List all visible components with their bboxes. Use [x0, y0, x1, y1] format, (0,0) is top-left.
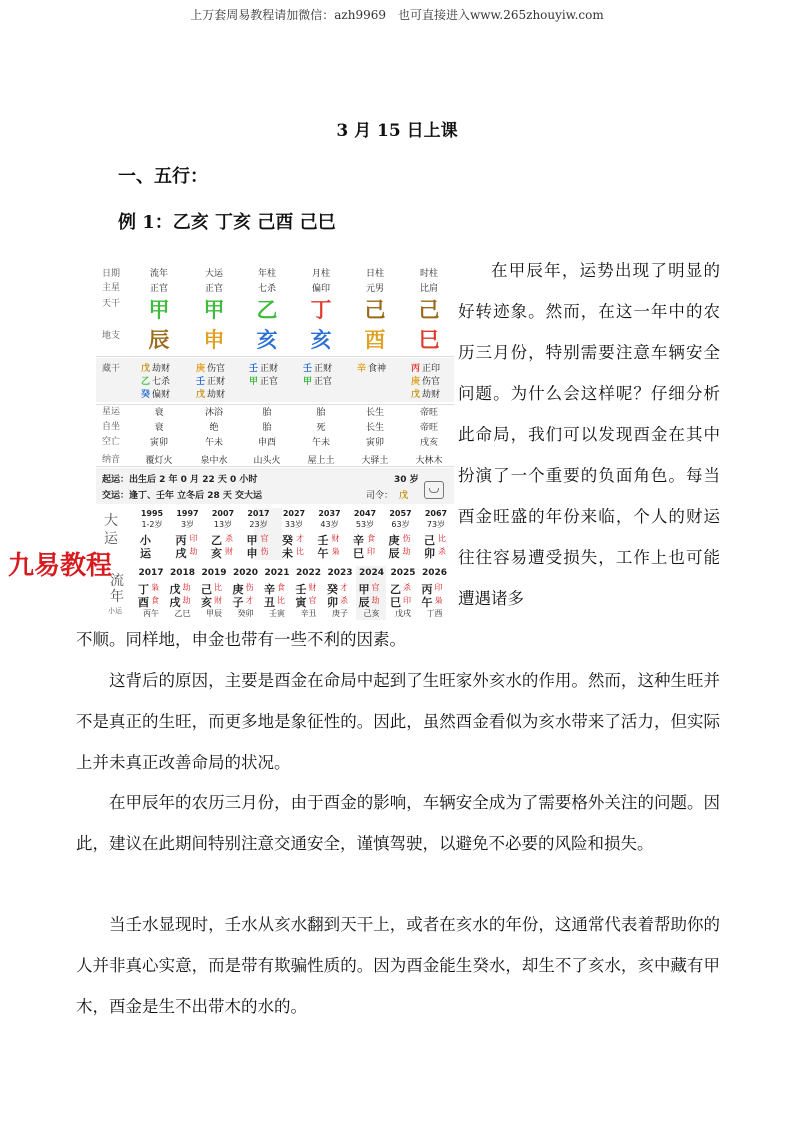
hidden-stem: 甲: [303, 377, 313, 387]
xiaoyun: 己亥: [363, 609, 380, 618]
row-label: 自坐: [102, 422, 121, 432]
heavenly-stem: 乙: [256, 298, 278, 322]
liunian-branch: 亥: [201, 596, 212, 609]
hidden-stem: 庚: [196, 364, 206, 374]
void-branches: 申酉: [257, 438, 276, 448]
liunian-stem: 庚: [232, 583, 244, 596]
liunian-stem: 甲: [358, 583, 370, 596]
xiaoyun: 庚子: [332, 609, 348, 618]
dayun-year: 2017: [247, 509, 270, 518]
liunian-god: 比: [214, 583, 222, 592]
dayun-age: 73岁: [426, 520, 446, 529]
qiyun-text: 起运：出生后 2 年 0 月 22 天 0 小时: [102, 475, 258, 485]
dayun-branch: 戌: [175, 547, 187, 560]
row-label: 日期: [102, 269, 121, 279]
dayun-god: 比: [296, 547, 304, 556]
star-fortune: 胎: [262, 408, 272, 418]
row-label: 地支: [102, 331, 121, 341]
dayun-year: 1995: [140, 509, 164, 518]
hidden-stem-god: 正财: [260, 364, 279, 374]
dayun-year: 2057: [389, 509, 412, 518]
liunian-god: 官: [308, 596, 317, 605]
example-heading: 例 1：乙亥 丁亥 己酉 己巳: [118, 212, 336, 233]
watermark: 九易教程: [8, 551, 113, 581]
hidden-stem-god: 偏财: [152, 390, 171, 400]
earthly-branch: 亥: [310, 328, 332, 352]
self-seat: 胎: [262, 423, 272, 433]
xiaoyun: 甲辰: [206, 609, 222, 618]
dayun-year: 2007: [211, 509, 235, 518]
main-star: 正官: [149, 284, 168, 294]
liunian-stem: 丁: [138, 583, 149, 596]
liunian-stem: 己: [201, 583, 212, 596]
liunian-year: 2024: [358, 568, 385, 578]
hidden-stem-god: 伤官: [422, 377, 441, 387]
liunian-year: 2018: [169, 568, 196, 578]
dayun-age: 1-2岁: [141, 520, 163, 529]
dayun-stem: 乙: [211, 534, 222, 547]
paragraph-3: 在甲辰年的农历三月份，由于酉金的影响，车辆安全成为了需要格外关注的问题。因此，建议在此期间特别注意交通安全，谨慎驾驶，以避免不必要的风险和损失。: [76, 793, 720, 853]
xiaoyun: 戊戌: [395, 609, 411, 618]
hidden-stem: 戊: [411, 390, 421, 400]
xiaoyun-label: 小运: [108, 607, 122, 615]
dayun-year: 1997: [176, 509, 199, 518]
liunian-god: 枭: [434, 596, 443, 605]
dayun-god: 杀: [225, 534, 233, 543]
xiaoyun: 辛丑: [300, 609, 317, 618]
dayun-stem: 甲: [246, 534, 258, 547]
star-fortune: 胎: [316, 408, 326, 418]
liunian-god: 印: [434, 583, 443, 592]
bazi-chart: [96, 258, 454, 620]
dayun-branch: 运: [140, 547, 151, 560]
dayun-age: 3岁: [180, 520, 195, 529]
heavenly-stem: 甲: [148, 298, 170, 322]
dayun-branch: 未: [282, 547, 293, 560]
hidden-stem-god: 七杀: [152, 377, 171, 387]
liunian-branch: 午: [421, 596, 433, 609]
dayun-stem: 壬: [317, 534, 329, 547]
earthly-branch: 亥: [256, 328, 278, 352]
liunian-stem: 丙: [421, 583, 433, 596]
hidden-stem-god: 劫财: [422, 390, 441, 400]
dayun-god: 印: [189, 534, 198, 543]
paragraph-1-continued: 不顺。同样地，申金也带有一些不利的因素。: [76, 630, 406, 649]
liunian-branch: 寅: [295, 596, 307, 609]
pillar-header: 大运: [204, 269, 223, 279]
main-star: 偏印: [311, 284, 330, 294]
dayun-god: 伤: [402, 534, 411, 543]
dayun-stem: 庚: [388, 534, 400, 547]
liunian-label: 流: [110, 573, 124, 589]
liunian-god: 劫: [182, 583, 191, 592]
earthly-branch: 酉: [364, 328, 386, 352]
liunian-year: 2025: [390, 568, 416, 578]
hidden-stem: 壬: [196, 377, 206, 387]
xiaoyun: 乙巳: [174, 609, 191, 618]
liunian-branch: 子: [232, 596, 244, 609]
hidden-stem-god: 正财: [314, 364, 333, 374]
dayun-year: 2027: [282, 509, 306, 518]
hidden-stem-god: 正官: [260, 377, 279, 387]
section-heading: 一、五行：: [118, 166, 208, 187]
main-star: 元男: [365, 284, 384, 294]
dayun-age: 23岁: [249, 520, 268, 529]
main-star: 比肩: [419, 284, 438, 294]
liunian-branch: 巳: [390, 596, 401, 609]
dayun-god: 才: [296, 534, 304, 543]
hidden-stem-god: 劫财: [152, 364, 171, 374]
hidden-stem: 乙: [141, 377, 151, 387]
liunian-year: 2017: [138, 568, 164, 578]
liunian-branch: 辰: [358, 596, 370, 609]
self-seat: 绝: [209, 423, 219, 433]
row-label: 主星: [102, 283, 121, 293]
siling-value: 戊: [399, 491, 409, 501]
heavenly-stem: 己: [364, 298, 386, 322]
earthly-branch: 申: [203, 328, 225, 352]
earthly-branch: 巳: [418, 328, 440, 352]
dayun-branch: 申: [246, 547, 258, 560]
liunian-god: 劫: [371, 596, 380, 605]
dayun-god: 杀: [438, 547, 446, 556]
row-label: 天干: [102, 299, 121, 309]
paragraph-4: 当壬水显现时，壬水从亥水翻到天干上，或者在亥水的年份，这通常代表着帮助你的人并非真心实意，而是带有欺骗性质的。因为酉金能生癸水，却生不了亥水，亥中藏有甲木，酉金是生不出带木的水的。: [76, 915, 720, 1016]
dayun-branch: 午: [317, 547, 329, 560]
hidden-stem: 甲: [249, 377, 259, 387]
dayun-stem: 癸: [282, 534, 293, 547]
dayun-branch: 辰: [388, 547, 400, 560]
dayun-age: 43岁: [320, 520, 339, 529]
dayun-god: 官: [260, 534, 269, 543]
hidden-stem-god: 食神: [368, 364, 387, 374]
jiaoyun-text: 交运：逢丁、壬年 立冬后 28 天 交大运: [102, 491, 263, 501]
liunian-label: 年: [110, 589, 124, 605]
xiaoyun: 丁酉: [426, 609, 443, 618]
star-fortune: 长生: [365, 408, 384, 418]
calendar-icon[interactable]: [424, 481, 444, 499]
void-branches: 寅卯: [365, 438, 384, 448]
dayun-branch: 亥: [211, 547, 222, 560]
liunian-year: 2021: [264, 568, 290, 578]
nayin: 泉中水: [200, 456, 228, 466]
row-label: 藏干: [102, 364, 121, 374]
void-branches: 寅卯: [149, 438, 168, 448]
page-title: 3 月 15 日上课: [336, 121, 458, 141]
hidden-stem: 壬: [249, 364, 259, 374]
divider: [96, 356, 454, 357]
void-branches: 午未: [204, 438, 223, 448]
heavenly-stem: 丁: [310, 298, 332, 322]
nayin: 覆灯火: [145, 456, 173, 466]
self-seat: 长生: [365, 423, 384, 433]
heavenly-stem: 己: [418, 298, 440, 322]
hidden-stem-god: 劫财: [207, 390, 226, 400]
pillar-header: 时柱: [419, 269, 438, 279]
liunian-year: 2022: [295, 568, 322, 578]
dayun-year: 2067: [424, 509, 448, 518]
dayun-god: 财: [225, 547, 233, 556]
dayun-year: 2037: [318, 509, 341, 518]
dayun-god: 劫: [402, 547, 411, 556]
nayin: 大驿土: [361, 456, 389, 466]
liunian-stem: 辛: [264, 583, 275, 596]
dayun-god: 食: [367, 534, 375, 543]
liunian-god: 食: [277, 583, 285, 592]
dayun-label: 大: [104, 513, 118, 529]
liunian-god: 财: [214, 596, 222, 605]
hidden-stem: 癸: [141, 390, 151, 400]
siling-label: 司令：: [366, 491, 394, 501]
dayun-stem: 辛: [353, 534, 364, 547]
liunian-god: 财: [308, 583, 317, 592]
hidden-stem: 戊: [196, 390, 206, 400]
liunian-year: 2023: [327, 568, 353, 578]
paragraph-2: 这背后的原因，主要是酉金在命局中起到了生旺家外亥水的作用。然而，这种生旺并不是真正的生旺，而更多地是象征性的。因此，虽然酉金看似为亥水带来了活力，但实际上并未真正改善命局的状况。: [76, 671, 720, 772]
self-seat: 衰: [154, 423, 164, 433]
hidden-stem: 丙: [411, 364, 421, 374]
liunian-god: 劫: [182, 596, 191, 605]
dayun-branch: 巳: [353, 547, 364, 560]
liunian-god: 杀: [340, 596, 348, 605]
xiaoyun: 癸卯: [237, 609, 254, 618]
dayun-age: 13岁: [213, 520, 233, 529]
nayin: 大林木: [415, 456, 443, 466]
dayun-label: 运: [104, 531, 118, 547]
star-fortune: 沐浴: [204, 408, 223, 418]
dayun-stem: 丙: [175, 534, 187, 547]
row-label: 纳音: [102, 455, 121, 465]
dayun-god: 枭: [331, 547, 340, 556]
liunian-god: 印: [403, 596, 411, 605]
hidden-stem-god: 正财: [207, 377, 226, 387]
dayun-god: 劫: [189, 547, 198, 556]
liunian-god: 杀: [403, 583, 411, 592]
liunian-branch: 酉: [138, 596, 149, 609]
dayun-god: 比: [438, 534, 446, 543]
void-branches: 戌亥: [419, 438, 438, 448]
star-fortune: 帝旺: [419, 408, 438, 418]
qiyun-age: 30 岁: [394, 475, 419, 485]
paragraph-1: 在甲辰年，运势出现了明显的好转迹象。然而，在这一年中的农历三月份，特别需要注意车辆安全问题。为什么会这样呢？仔细分析此命局，我们可以发现酉金在其中扮演了一个重要的负面角色。每当酉金旺盛的年份来临，个人的财运往往容易遭受损失，工作上也可能遭遇诸多: [458, 261, 720, 608]
dayun-age: 33岁: [284, 520, 304, 529]
liunian-god: 比: [277, 596, 285, 605]
liunian-branch: 丑: [264, 596, 275, 609]
liunian-god: 才: [340, 583, 348, 592]
dayun-god: 财: [331, 534, 340, 543]
liunian-stem: 乙: [390, 583, 401, 596]
main-star: 正官: [204, 284, 223, 294]
heavenly-stem: 甲: [203, 298, 225, 322]
dayun-age: 53岁: [355, 520, 375, 529]
pillar-header: 日柱: [365, 269, 384, 279]
liunian-god: 官: [371, 583, 380, 592]
xiaoyun: 丙午: [143, 609, 159, 618]
hidden-stem: 戊: [141, 364, 151, 374]
divider: [96, 466, 454, 467]
liunian-branch: 卯: [327, 596, 338, 609]
self-seat: 帝旺: [419, 423, 438, 433]
nayin: 山头火: [253, 456, 281, 466]
main-star: 七杀: [257, 284, 276, 294]
liunian-god: 食: [151, 596, 159, 605]
hidden-stem-god: 伤官: [207, 364, 226, 374]
dayun-god: 印: [367, 547, 375, 556]
liunian-god: 伤: [245, 583, 254, 592]
liunian-branch: 戌: [169, 596, 181, 609]
void-branches: 午未: [311, 438, 330, 448]
row-label: 星运: [102, 407, 121, 417]
dayun-age: 63岁: [391, 520, 410, 529]
liunian-god: 枭: [151, 583, 159, 592]
liunian-year: 2019: [201, 568, 227, 578]
dayun-stem: 己: [424, 534, 435, 547]
liunian-god: 才: [245, 596, 254, 605]
hidden-stem: 壬: [303, 364, 313, 374]
pillar-header: 月柱: [311, 269, 330, 279]
earthly-branch: 辰: [148, 328, 170, 352]
hidden-stem-god: 正印: [422, 364, 441, 374]
dayun-branch: 卯: [424, 547, 435, 560]
hidden-stem-god: 正官: [314, 377, 333, 387]
liunian-stem: 壬: [295, 583, 307, 596]
dayun-god: 伤: [260, 547, 269, 556]
page-header: 上万套周易教程请加微信：azh9969 也可直接进入www.265zhouyiw.com: [190, 8, 604, 22]
liunian-year: 2026: [421, 568, 448, 578]
self-seat: 死: [316, 423, 326, 433]
xiaoyun: 壬寅: [269, 609, 285, 618]
star-fortune: 衰: [154, 408, 164, 418]
liunian-year: 2020: [232, 568, 259, 578]
liunian-stem: 戊: [169, 583, 181, 596]
dayun-stem: 小: [140, 534, 151, 547]
pillar-header: 流年: [149, 269, 168, 279]
row-label: 空亡: [102, 437, 121, 447]
hidden-stem: 辛: [357, 364, 367, 374]
dayun-year: 2047: [353, 509, 377, 518]
pillar-header: 年柱: [257, 269, 276, 279]
hidden-stem: 庚: [411, 377, 421, 387]
nayin: 屋上土: [307, 456, 335, 466]
liunian-stem: 癸: [327, 583, 338, 596]
